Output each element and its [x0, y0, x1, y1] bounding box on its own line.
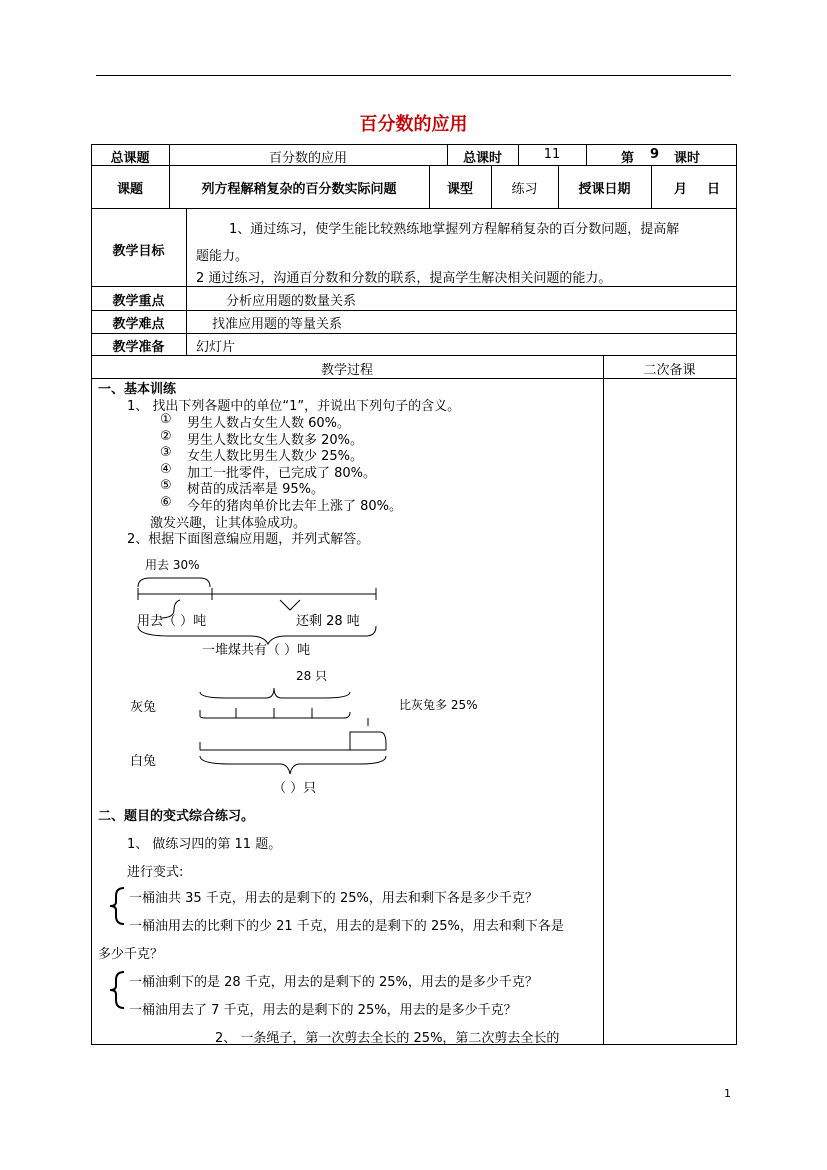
type-value: 练习 [511, 182, 538, 197]
section2-title: 二、题目的变式综合练习。 [98, 809, 255, 824]
total-topic-value: 百分数的应用 [268, 151, 347, 166]
header-rule [96, 75, 731, 76]
objective-1-cont: 题能力。 [196, 249, 249, 264]
motivate-note: 激发兴趣，让其体验成功。 [150, 516, 307, 531]
prep-value: 幻灯片 [196, 340, 236, 355]
total-hours-label: 总课时 [462, 151, 502, 166]
used-label: 用去（ ）吨 [137, 614, 207, 629]
brace-group-1 [106, 886, 130, 926]
list-item-num: ⑥ [160, 495, 172, 510]
document-title: 百分数的应用 [359, 114, 468, 135]
topic-value: 列方程解稍复杂的百分数实际问题 [201, 182, 397, 197]
list-item-num: ② [160, 429, 172, 444]
section1-title: 一、基本训练 [98, 382, 177, 397]
white-count-label: （ ）只 [273, 781, 317, 796]
variant-2b: 一桶油用去了 7 千克，用去的是剩下的 25%，用去的是多少千克？ [129, 1003, 517, 1018]
total-hours-value: 11 [543, 147, 561, 162]
list-item: 男生人数占女生人数 60%。 [187, 416, 351, 431]
more-percent-label: 比灰兔多 25% [399, 698, 478, 712]
remain-label: 还剩 28 吨 [296, 614, 360, 629]
exercise-1: 1、 做练习四的第 11 题。 [127, 837, 282, 852]
page-number: 1 [724, 1087, 731, 1100]
date-label: 授课日期 [578, 182, 631, 197]
question-1: 1、 找出下列各题中的单位“1”，并说出下列句子的含义。 [127, 399, 461, 414]
prep-label: 教学准备 [112, 340, 165, 355]
focus-value: 分析应用题的数量关系 [226, 294, 357, 309]
list-item: 男生人数比女生人数多 20%。 [187, 433, 364, 448]
objective-2: 2 通过练习，沟通百分数和分数的联系，提高学生解决相关问题的能力。 [196, 271, 612, 286]
total-topic-label: 总课题 [110, 151, 150, 166]
notes-header: 二次备课 [643, 363, 696, 378]
difficulty-label: 教学难点 [112, 317, 165, 332]
list-item-num: ① [160, 412, 172, 427]
variant-1a: 一桶油共 35 千克，用去的是剩下的 25%，用去和剩下各是多少千克？ [129, 891, 538, 906]
lesson-number: 9 [650, 147, 660, 162]
date-day: 日 [707, 182, 721, 197]
white-rabbit-label: 白兔 [130, 754, 157, 769]
gray-rabbit-label: 灰兔 [130, 700, 157, 715]
objective-1: 1、通过练习，使学生能比较熟练地掌握列方程解稍复杂的百分数问题，提高解 [229, 222, 680, 237]
variant-1b-cont: 多少千克？ [98, 947, 164, 962]
total-label: 一堆煤共有（ ）吨 [202, 643, 311, 658]
topic-label: 课题 [116, 182, 143, 197]
rabbit-bars [190, 684, 400, 789]
list-item: 今年的猪肉单价比去年上涨了 80%。 [187, 499, 403, 514]
list-item: 女生人数比男生人数少 25%。 [187, 449, 364, 464]
date-month: 月 [674, 182, 688, 197]
brace-group-2 [106, 970, 130, 1010]
gray-count-label: 28 只 [296, 669, 328, 683]
process-header: 教学过程 [320, 363, 373, 378]
question-2: 2、根据下面图意编应用题，并列式解答。 [127, 532, 370, 547]
list-item-num: ⑤ [160, 478, 172, 493]
lesson-di: 第 [621, 151, 635, 166]
focus-label: 教学重点 [112, 294, 165, 309]
list-item: 树苗的成活率是 95%。 [187, 482, 325, 497]
list-item: 加工一批零件，已完成了 80%。 [187, 466, 377, 481]
variant-2a: 一桶油剩下的是 28 千克，用去的是剩下的 25%，用去的是多少千克？ [129, 975, 538, 990]
difficulty-value: 找准应用题的等量关系 [212, 317, 343, 332]
exercise-2: 2、 一条绳子，第一次剪去全长的 25%，第二次剪去全长的 [215, 1031, 560, 1046]
variant-label: 进行变式: [127, 865, 184, 880]
list-item-num: ④ [160, 462, 172, 477]
type-label: 课型 [446, 182, 473, 197]
list-item-num: ③ [160, 445, 172, 460]
lesson-unit: 课时 [674, 151, 701, 166]
objectives-label: 教学目标 [112, 244, 165, 259]
variant-1b: 一桶油用去的比剩下的少 21 千克，用去的是剩下的 25%，用去和剩下各是 [129, 919, 564, 934]
used-percent-label: 用去 30% [145, 558, 200, 572]
